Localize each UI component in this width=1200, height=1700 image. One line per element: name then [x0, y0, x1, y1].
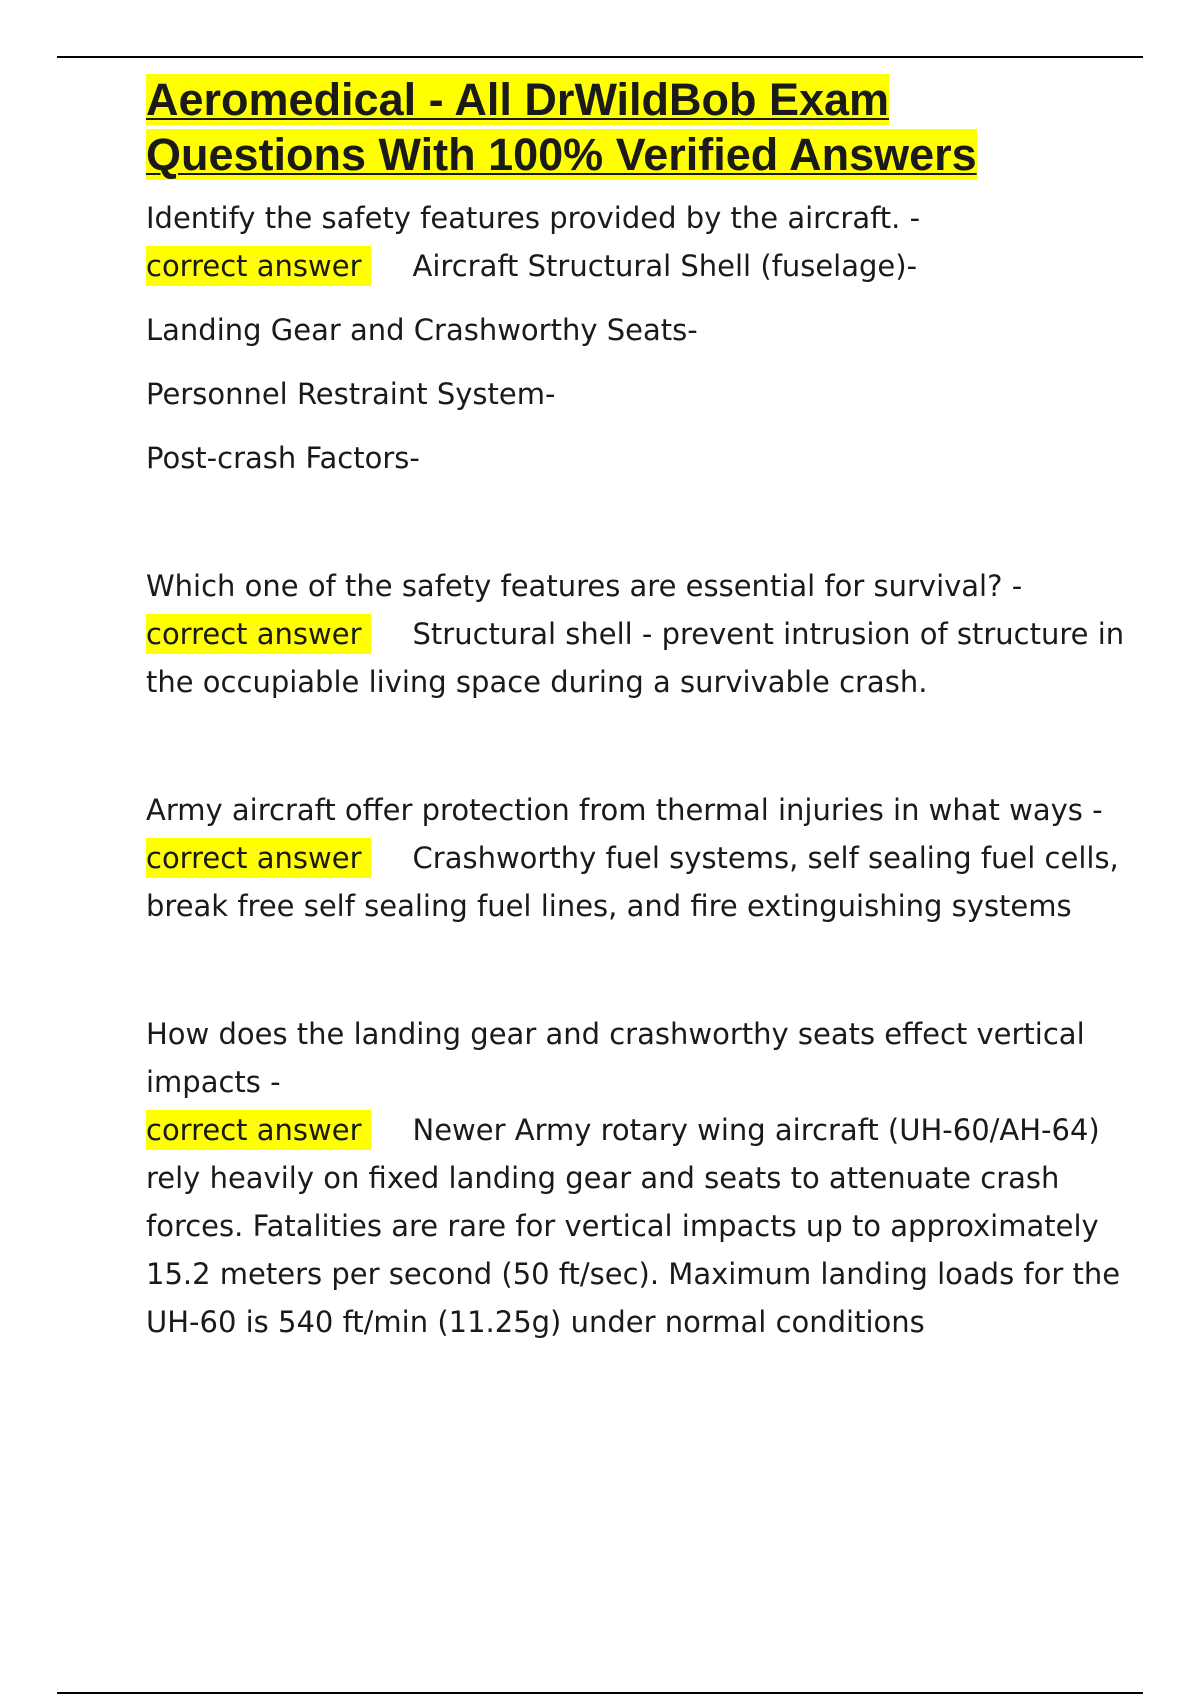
top-rule — [57, 56, 1143, 58]
answer-text-2: Structural shell - prevent intrusion of structure in the occupiable living space during a survivable crash. — [146, 617, 1125, 699]
qa-block-3 — [146, 786, 1136, 930]
answer-2 — [146, 610, 1136, 706]
title-line-2: Questions With 100% Verified Answers — [146, 129, 977, 180]
answer-3 — [146, 834, 1136, 930]
answer-label: correct answer — [146, 246, 371, 286]
bottom-rule — [57, 1692, 1143, 1694]
question-4: How does the landing gear and crashworthy seats effect vertical impacts - — [146, 1017, 1085, 1099]
answer-label: correct answer — [146, 614, 371, 654]
qa-block-2 — [146, 562, 1136, 706]
list-item: Landing Gear and Crashworthy Seats- — [146, 313, 698, 347]
qa-block-1 — [146, 194, 1136, 482]
answer-1 — [146, 242, 1136, 290]
answer-label: correct answer — [146, 1110, 371, 1150]
answer-label: correct answer — [146, 838, 371, 878]
document-title — [146, 72, 1136, 182]
answer-text-4: Newer Army rotary wing aircraft (UH-60/AH-64) rely heavily on fixed landing gear and seats to attenuate crash forces. Fatalities are rare for vertical impacts up to approximately 15.2 meters per second (50 ft/sec). Maximum landing loads for the UH-60 is 540 ft/min (11.25g) under normal conditions — [146, 1113, 1121, 1339]
list-item: Post-crash Factors- — [146, 441, 420, 475]
answer-text-3: Crashworthy fuel systems, self sealing fuel cells, break free self sealing fuel lines, and fire extinguishing systems — [146, 841, 1119, 923]
list-item: Personnel Restraint System- — [146, 377, 556, 411]
answer-4 — [146, 1106, 1136, 1346]
title-line-1: Aeromedical - All DrWildBob Exam — [146, 74, 890, 125]
question-2: Which one of the safety features are essential for survival? - — [146, 569, 1023, 603]
answer-text-1: Aircraft Structural Shell (fuselage)- — [412, 249, 918, 283]
question-1: Identify the safety features provided by the aircraft. - — [146, 201, 921, 235]
document-body — [146, 72, 1136, 1346]
question-3: Army aircraft offer protection from thermal injuries in what ways - — [146, 793, 1103, 827]
qa-block-4 — [146, 1010, 1136, 1346]
